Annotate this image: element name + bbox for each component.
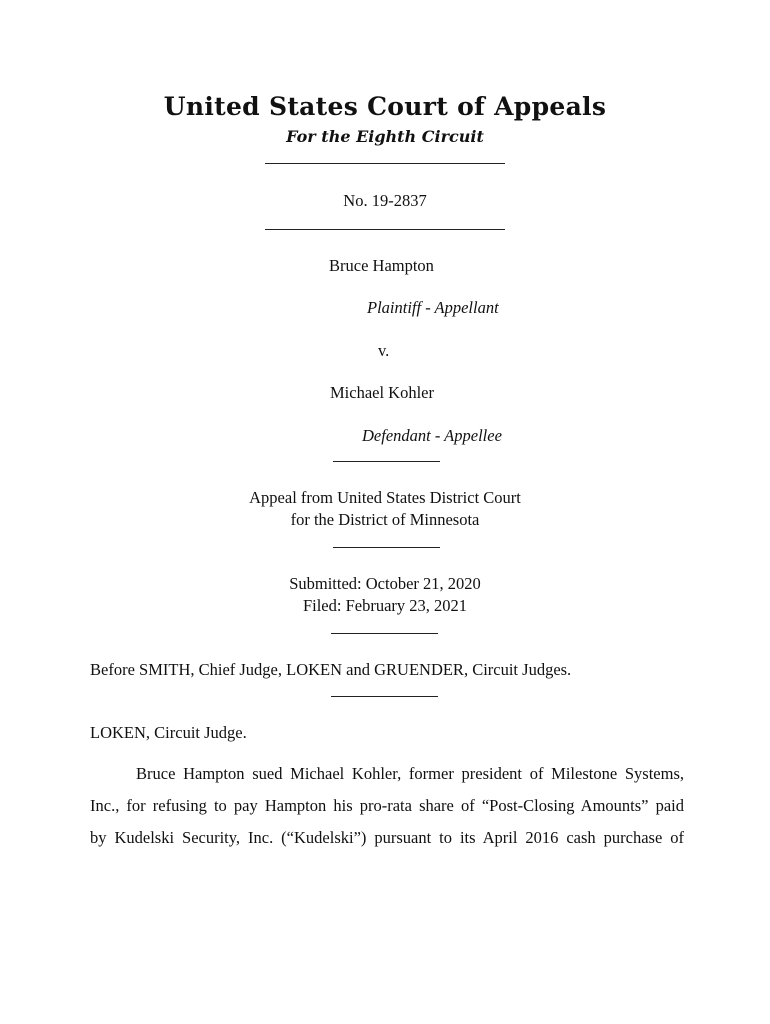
case-number: No. 19-2837 <box>343 191 427 210</box>
filed-date: Filed: February 23, 2021 <box>302 596 468 615</box>
defendant-role: Defendant - Appellee <box>362 426 502 445</box>
divider-rule <box>265 229 505 230</box>
versus: v. <box>378 341 390 360</box>
divider-rule <box>333 547 440 548</box>
paragraph-line: by Kudelski Security, Inc. (“Kudelski”) pursuant to its April 2016 cash purchase of <box>90 828 684 847</box>
court-name: United States Court of Appeals <box>163 92 607 121</box>
divider-rule <box>333 461 440 462</box>
circuit-name: For the Eighth Circuit <box>286 127 484 146</box>
divider-rule <box>331 696 438 697</box>
opinion-author: LOKEN, Circuit Judge. <box>90 723 247 742</box>
submitted-date: Submitted: October 21, 2020 <box>289 574 481 593</box>
appeal-line-1: Appeal from United States District Court <box>249 488 521 507</box>
defendant-name: Michael Kohler <box>330 383 435 402</box>
divider-rule <box>265 163 505 164</box>
paragraph-line: Inc., for refusing to pay Hampton his pro-rata share of “Post-Closing Amounts” paid <box>90 796 684 815</box>
appeal-line-2: for the District of Minnesota <box>290 510 480 529</box>
plaintiff-name: Bruce Hampton <box>329 256 434 275</box>
panel-judges: Before SMITH, Chief Judge, LOKEN and GRUENDER, Circuit Judges. <box>90 660 572 679</box>
paragraph-line: Bruce Hampton sued Michael Kohler, former president of Milestone Systems, <box>136 764 684 783</box>
plaintiff-role: Plaintiff - Appellant <box>367 298 499 317</box>
opening-paragraph <box>90 758 684 854</box>
divider-rule <box>331 633 438 634</box>
